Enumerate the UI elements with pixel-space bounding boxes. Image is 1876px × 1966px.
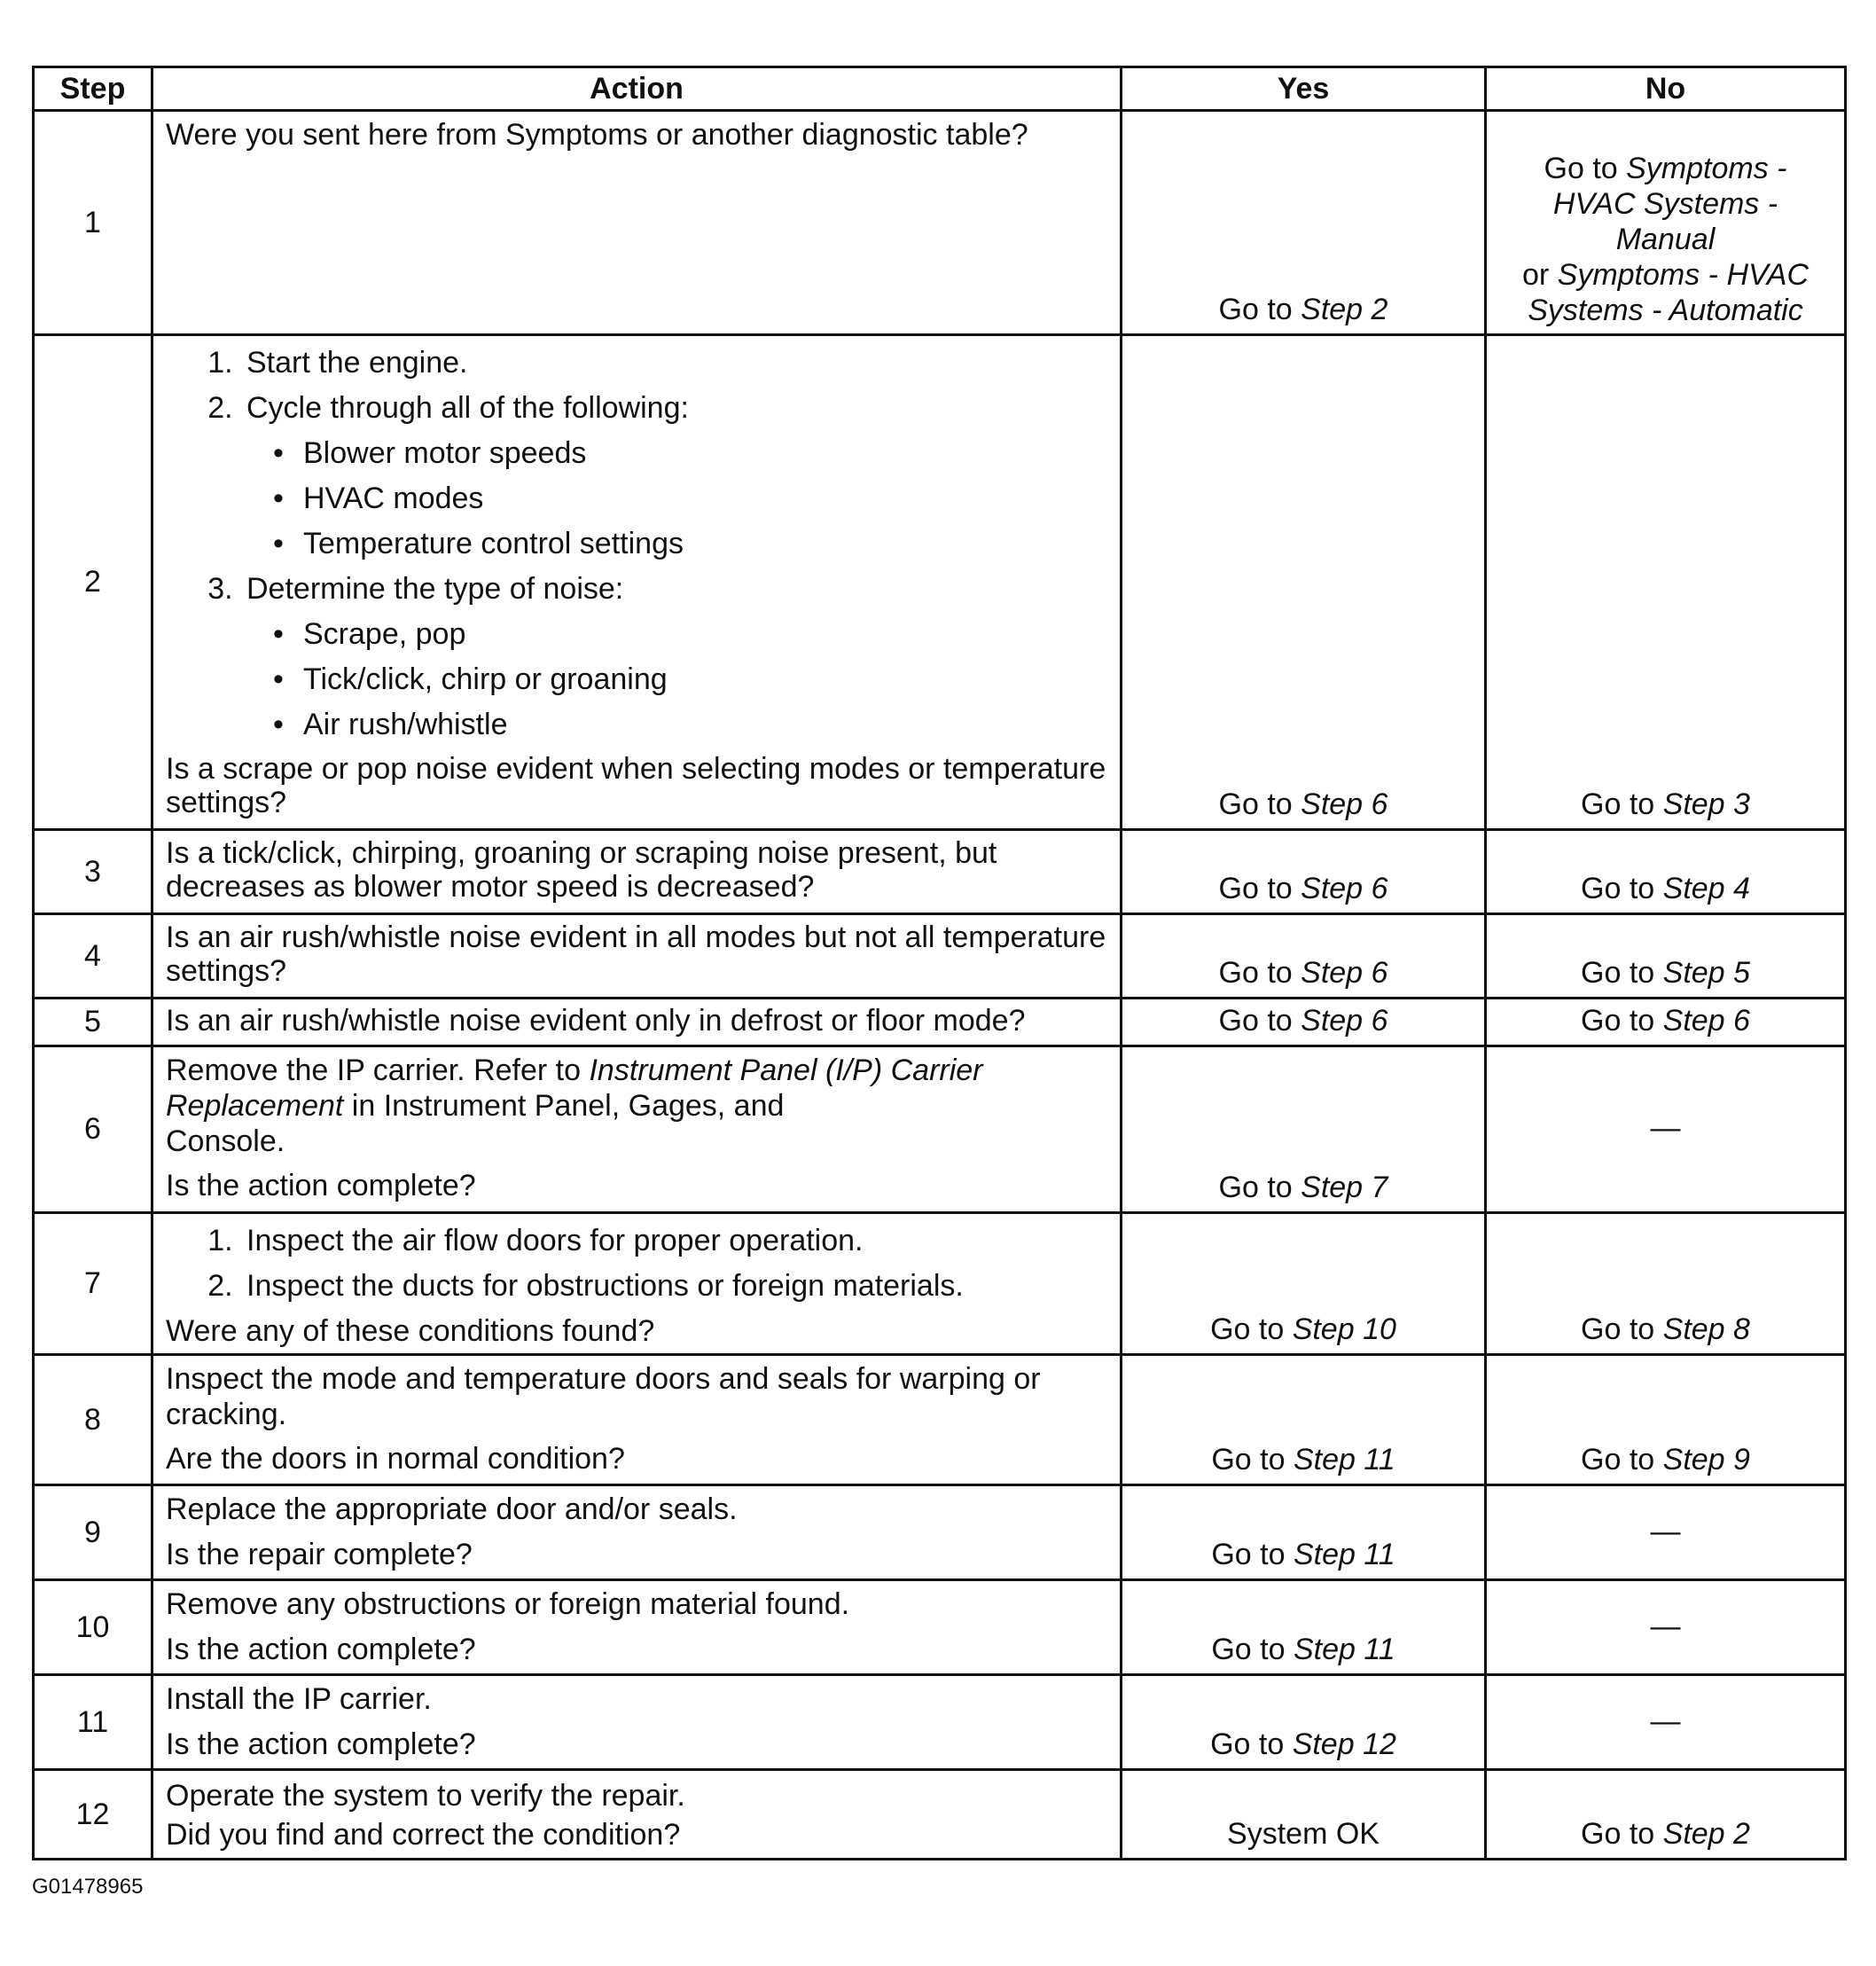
yes-cell	[1122, 914, 1486, 999]
table-row	[34, 111, 1846, 335]
no-cell	[1486, 335, 1846, 830]
header-row	[34, 67, 1846, 111]
no-line	[1496, 257, 1835, 293]
yes-prefix: Go to	[1210, 1312, 1293, 1346]
no-cell	[1486, 1770, 1846, 1860]
no-line	[1496, 293, 1835, 328]
action-question: Is the action complete?	[166, 1727, 476, 1761]
no-symptoms-link[interactable]: Manual	[1615, 223, 1716, 256]
no-step-link[interactable]: Step 8	[1662, 1312, 1750, 1346]
yes-step-link[interactable]: Step 7	[1301, 1171, 1388, 1204]
no-prefix: Go to	[1581, 1312, 1663, 1346]
instruction-item: 2. Inspect the ducts for obstructions or foreign materials.	[241, 1268, 1109, 1304]
no-step-link[interactable]: Step 6	[1662, 1004, 1750, 1038]
no-line	[1496, 151, 1835, 186]
table-row	[34, 1580, 1846, 1675]
step-number: 8	[34, 1355, 152, 1485]
yes-step-link[interactable]: Step 6	[1301, 956, 1388, 990]
step-number: 3	[34, 830, 152, 914]
no-prefix: Go to	[1581, 787, 1663, 821]
no-dash: —	[1486, 1675, 1846, 1770]
instruction-text: Cycle through all of the following:	[246, 391, 689, 425]
table-row	[34, 1355, 1846, 1485]
no-step-link[interactable]: Step 3	[1662, 787, 1750, 821]
action-question: Is a tick/click, chirping, groaning or scraping noise present, but decreases as blower motor speed is decreased?	[166, 836, 997, 904]
table-row	[34, 999, 1846, 1046]
yes-prefix: Go to	[1218, 956, 1301, 990]
instruction-text: Remove the IP carrier. Refer to	[166, 1053, 590, 1087]
action-cell	[152, 1046, 1122, 1213]
action-cell	[152, 999, 1122, 1046]
yes-cell	[1122, 1355, 1486, 1485]
action-cell	[152, 111, 1122, 335]
yes-step-link[interactable]: Step 6	[1301, 1004, 1388, 1038]
instruction-text: Console.	[166, 1124, 285, 1158]
yes-step-link[interactable]: Step 11	[1293, 1538, 1395, 1571]
yes-prefix: Go to	[1218, 872, 1301, 905]
no-line-plain: Go to	[1544, 152, 1627, 185]
action-question: Is the action complete?	[166, 1633, 476, 1666]
action-cell	[152, 1485, 1122, 1580]
no-dash: —	[1486, 1485, 1846, 1580]
step-number: 12	[34, 1770, 152, 1860]
instruction-text: Start the engine.	[246, 346, 468, 380]
yes-prefix: Go to	[1218, 1171, 1301, 1204]
action-question: Were you sent here from Symptoms or another diagnostic table?	[166, 118, 1028, 152]
yes-cell	[1122, 1675, 1486, 1770]
instruction-text: in Instrument Panel, Gages, and	[343, 1089, 785, 1123]
table-row	[34, 830, 1846, 914]
no-symptoms-link[interactable]: Symptoms - HVAC	[1557, 258, 1810, 292]
no-symptoms-link[interactable]: Systems - Automatic	[1528, 294, 1803, 327]
instruction-item	[241, 345, 1109, 381]
yes-cell	[1122, 111, 1486, 335]
step-number: 9	[34, 1485, 152, 1580]
yes-cell	[1122, 999, 1486, 1046]
yes-cell	[1122, 1046, 1486, 1213]
table-row	[34, 335, 1846, 830]
no-cell	[1486, 1213, 1846, 1355]
instruction-item	[241, 390, 1109, 562]
instruction-item	[241, 571, 1109, 743]
header-step: Step	[34, 67, 152, 111]
action-question: Is the action complete?	[166, 1169, 476, 1202]
action-cell	[152, 1770, 1122, 1860]
action-cell	[152, 1213, 1122, 1355]
no-line-plain: or	[1521, 258, 1558, 292]
table-row	[34, 1046, 1846, 1213]
no-dash: —	[1486, 1046, 1846, 1213]
no-prefix: Go to	[1581, 956, 1663, 990]
no-prefix: Go to	[1581, 872, 1663, 905]
step-number: 5	[34, 999, 152, 1046]
reference-link[interactable]: Instrument Panel (I/P) Carrier Replacement	[166, 1053, 983, 1123]
instruction-item: 1. Inspect the air flow doors for proper operation.	[241, 1223, 1109, 1259]
action-instruction: Operate the system to verify the repair.	[166, 1779, 685, 1813]
table-row	[34, 914, 1846, 999]
action-question: Were any of these conditions found?	[166, 1314, 655, 1348]
yes-cell	[1122, 1580, 1486, 1675]
bullet-item: • Air rush/whistle	[298, 707, 1109, 743]
yes-cell	[1122, 1213, 1486, 1355]
step-number: 6	[34, 1046, 152, 1213]
bullet-item: • Tick/click, chirp or groaning	[298, 662, 1109, 698]
yes-cell	[1122, 830, 1486, 914]
table-row	[34, 1675, 1846, 1770]
no-step-link[interactable]: Step 5	[1662, 956, 1750, 990]
yes-step-link[interactable]: Step 6	[1301, 787, 1388, 821]
no-dash: —	[1486, 1580, 1846, 1675]
no-cell	[1486, 914, 1846, 999]
no-symptoms-link[interactable]: Symptoms -	[1626, 152, 1787, 185]
no-cell	[1486, 1355, 1846, 1485]
action-question: Are the doors in normal condition?	[166, 1442, 625, 1476]
action-cell	[152, 335, 1122, 830]
no-line	[1496, 186, 1835, 222]
step-number: 10	[34, 1580, 152, 1675]
no-step-link[interactable]: Step 2	[1662, 1817, 1750, 1851]
yes-prefix: Go to	[1218, 293, 1301, 326]
action-question: Is the repair complete?	[166, 1538, 473, 1571]
step-number: 4	[34, 914, 152, 999]
diagnostic-table	[32, 66, 1847, 1860]
yes-prefix: Go to	[1218, 1004, 1301, 1038]
yes-step-link[interactable]: Step 12	[1292, 1727, 1396, 1761]
bullet-item: • HVAC modes	[298, 481, 1109, 517]
action-question: Did you find and correct the condition?	[166, 1818, 681, 1852]
no-step-link[interactable]: Step 9	[1662, 1443, 1750, 1476]
no-cell	[1486, 830, 1846, 914]
yes-step-link[interactable]: Step 10	[1292, 1312, 1396, 1346]
yes-step-link[interactable]: Step 2	[1301, 293, 1388, 326]
action-cell	[152, 1675, 1122, 1770]
action-cell	[152, 830, 1122, 914]
yes-cell	[1122, 335, 1486, 830]
step-number: 11	[34, 1675, 152, 1770]
figure-id: G01478965	[32, 1875, 144, 1899]
table-row	[34, 1485, 1846, 1580]
bullet-item: • Scrape, pop	[298, 616, 1109, 653]
no-symptoms-link[interactable]: HVAC Systems -	[1552, 187, 1778, 221]
bullet-item: • Temperature control settings	[298, 526, 1109, 562]
yes-prefix: Go to	[1211, 1633, 1294, 1666]
instruction-text: Determine the type of noise:	[246, 572, 624, 606]
bullet-list	[246, 616, 1109, 743]
no-prefix: Go to	[1581, 1817, 1663, 1851]
no-cell	[1486, 999, 1846, 1046]
action-question: Is an air rush/whistle noise evident in all modes but not all temperature settings?	[166, 920, 1106, 988]
action-instruction: Remove any obstructions or foreign material found.	[166, 1587, 850, 1621]
no-line	[1496, 222, 1835, 257]
yes-prefix: Go to	[1211, 1443, 1294, 1476]
instruction-list	[166, 345, 1109, 743]
action-instruction: Install the IP carrier.	[166, 1682, 432, 1716]
action-cell	[152, 1580, 1122, 1675]
yes-step-link[interactable]: Step 11	[1293, 1633, 1395, 1666]
table-row	[34, 1213, 1846, 1355]
action-instruction: Inspect the mode and temperature doors and seals for warping or cracking.	[166, 1362, 1041, 1431]
no-prefix: Go to	[1581, 1443, 1663, 1476]
action-question: Is a scrape or pop noise evident when selecting modes or temperature settings?	[166, 752, 1106, 819]
table-row	[34, 1770, 1846, 1860]
action-instruction	[166, 1053, 1109, 1124]
yes-cell	[1122, 1485, 1486, 1580]
header-yes: Yes	[1122, 67, 1486, 111]
yes-prefix: Go to	[1218, 787, 1301, 821]
no-cell	[1486, 111, 1846, 335]
no-prefix: Go to	[1581, 1004, 1663, 1038]
instruction-list	[166, 1223, 1109, 1304]
step-number: 2	[34, 335, 152, 830]
yes-prefix: Go to	[1210, 1727, 1293, 1761]
step-number: 7	[34, 1213, 152, 1355]
header-no: No	[1486, 67, 1846, 111]
yes-prefix: Go to	[1211, 1538, 1294, 1571]
action-instruction: Replace the appropriate door and/or seals.	[166, 1492, 738, 1526]
no-step-link[interactable]: Step 4	[1662, 872, 1750, 905]
yes-step-link[interactable]: Step 6	[1301, 872, 1388, 905]
header-action: Action	[152, 67, 1122, 111]
bullet-item: • Blower motor speeds	[298, 435, 1109, 472]
yes-step-link[interactable]: Step 11	[1293, 1443, 1395, 1476]
yes-cell: System OK	[1122, 1770, 1486, 1860]
action-cell	[152, 914, 1122, 999]
action-question: Is an air rush/whistle noise evident only in defrost or floor mode?	[166, 1004, 1026, 1038]
step-number: 1	[34, 111, 152, 335]
bullet-list	[246, 435, 1109, 562]
action-cell	[152, 1355, 1122, 1485]
diagnostic-table-wrapper	[32, 66, 1844, 1860]
